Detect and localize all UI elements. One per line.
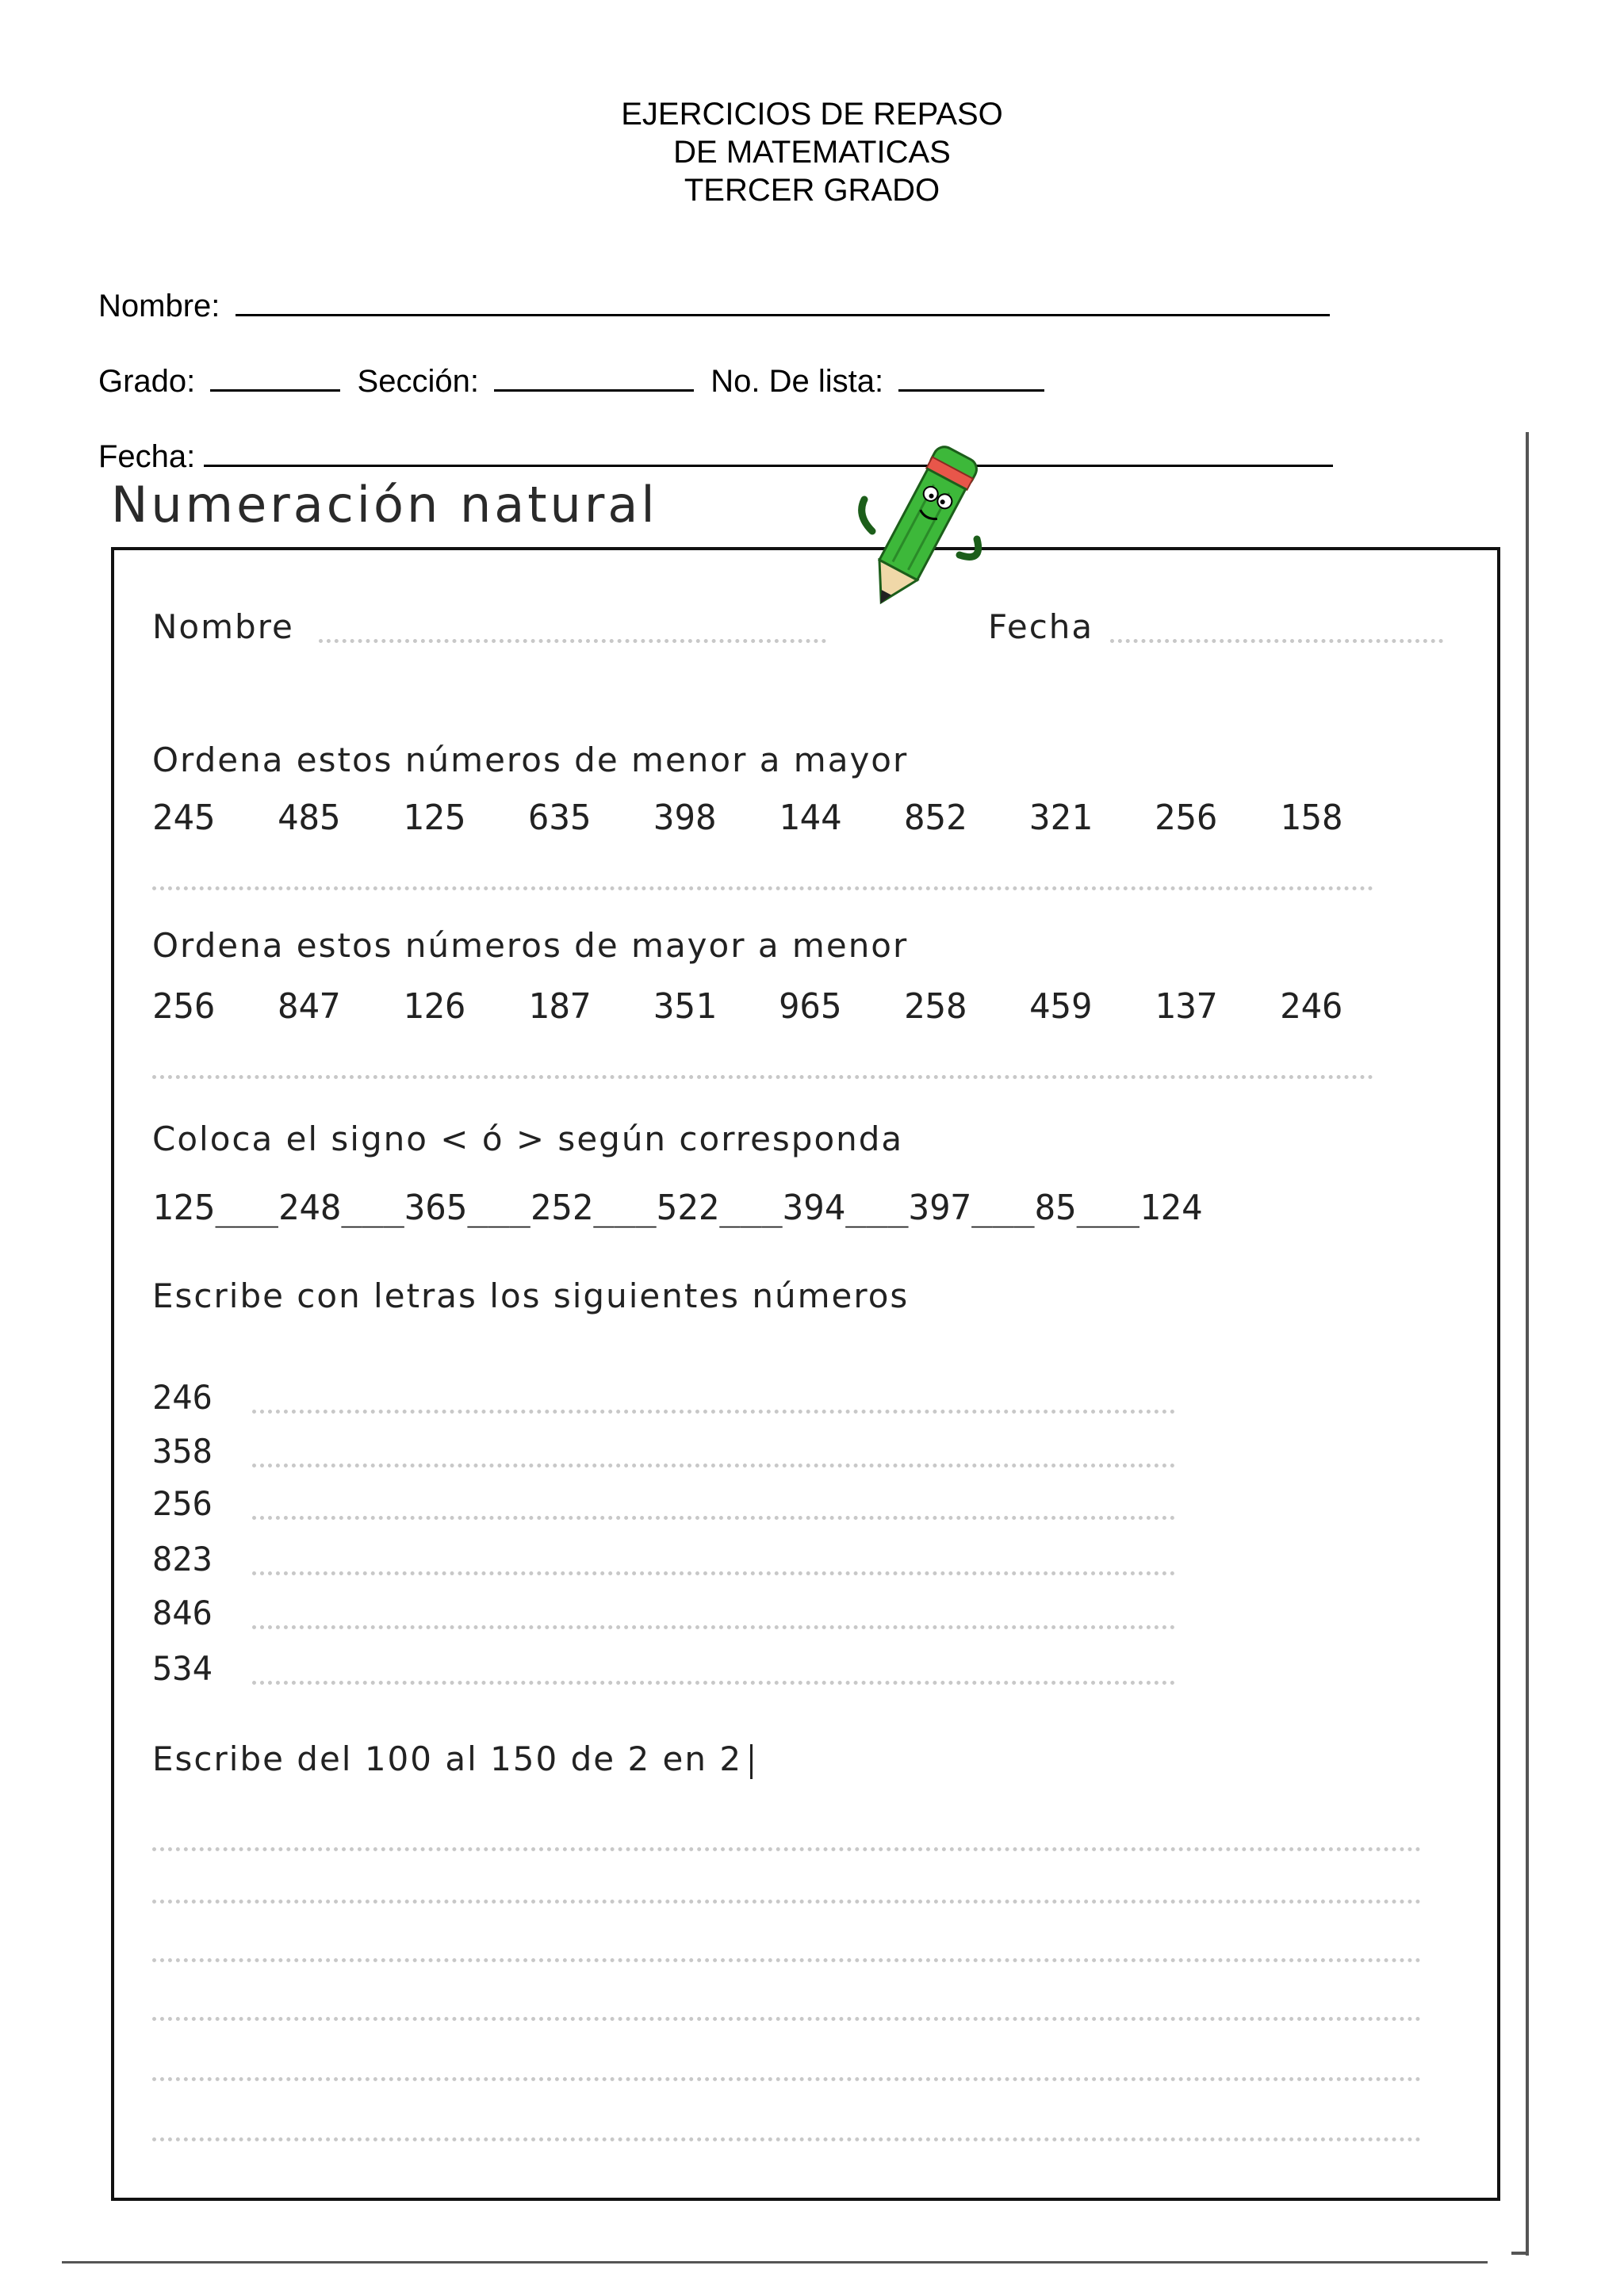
ex5-instruction-text: Escribe del 100 al 150 de 2 en 2 (152, 1739, 743, 1778)
fecha-field (98, 438, 1333, 475)
header-line-1: EJERCICIOS DE REPASO (621, 97, 1003, 132)
ex2-number: 351 (653, 986, 717, 1027)
right-margin-tick (1511, 2252, 1529, 2255)
text-cursor (750, 1744, 753, 1779)
ex2-answer-line[interactable] (152, 1075, 1373, 1079)
ex1-number: 852 (904, 798, 967, 838)
lista-line[interactable] (898, 362, 1044, 392)
ex4-number: 358 (152, 1432, 213, 1471)
ex1-number: 635 (528, 798, 592, 838)
ex1-number: 485 (278, 798, 341, 838)
ex4-answer-line[interactable] (252, 1571, 1175, 1575)
fecha-label: Fecha: (98, 439, 196, 474)
seccion-label: Sección: (357, 364, 479, 399)
nombre-line[interactable] (236, 287, 1330, 316)
nombre-label: Nombre: (98, 289, 220, 323)
ex2-number: 965 (779, 986, 842, 1027)
ex4-answer-line[interactable] (252, 1410, 1175, 1414)
worksheet-box (111, 547, 1500, 2201)
ws-fecha-label: Fecha (988, 607, 1094, 646)
ex2-number: 847 (278, 986, 341, 1027)
ex1-number: 144 (779, 798, 842, 838)
ex5-answer-line[interactable] (152, 2017, 1421, 2021)
header-line-2: DE MATEMATICAS (673, 135, 951, 170)
ex2-number: 187 (528, 986, 592, 1027)
ws-nombre-label: Nombre (152, 607, 294, 646)
ws-fecha-dots[interactable] (1110, 639, 1443, 643)
ex2-number: 459 (1029, 986, 1093, 1027)
ex4-number: 823 (152, 1540, 213, 1578)
ex1-number: 321 (1029, 798, 1093, 838)
ex5-answer-line[interactable] (152, 1847, 1421, 1851)
nombre-field (98, 287, 1330, 324)
ex2-numbers (152, 986, 1405, 1027)
ex2-number: 126 (403, 986, 466, 1027)
ex1-number: 245 (152, 798, 216, 838)
ex3-sequence: 125___248___365___252___522___394___397___85___124 (152, 1188, 1203, 1228)
ex2-number: 246 (1280, 986, 1343, 1027)
ex1-number: 125 (403, 798, 466, 838)
grado-row (98, 362, 1044, 400)
ex2-number: 258 (904, 986, 967, 1027)
ex1-number: 256 (1155, 798, 1218, 838)
ex4-number: 246 (152, 1378, 213, 1417)
ex4-answer-line[interactable] (252, 1625, 1175, 1629)
page-header (0, 95, 1624, 209)
ex1-number: 398 (653, 798, 717, 838)
ws-nombre (152, 607, 294, 646)
ws-nombre-dots[interactable] (319, 639, 826, 643)
lista-label: No. De lista: (710, 364, 884, 399)
ws-fecha (988, 607, 1094, 646)
worksheet-title: Numeración natural (111, 476, 658, 534)
ex2-number: 137 (1155, 986, 1218, 1027)
ex4-answer-line[interactable] (252, 1681, 1175, 1685)
ex2-number: 256 (152, 986, 216, 1027)
ex1-numbers (152, 798, 1405, 838)
ex4-number: 534 (152, 1649, 213, 1688)
grado-line[interactable] (210, 362, 340, 392)
right-margin-rule (1526, 432, 1529, 2256)
ex4-answer-line[interactable] (252, 1464, 1175, 1468)
fecha-line[interactable] (204, 438, 1333, 467)
ex5-answer-line[interactable] (152, 2077, 1421, 2081)
pencil-mascot-icon (841, 436, 999, 626)
ex1-instruction: Ordena estos números de menor a mayor (152, 740, 909, 779)
bottom-margin-rule (62, 2261, 1488, 2263)
ex4-instruction: Escribe con letras los siguientes números (152, 1276, 910, 1315)
seccion-line[interactable] (494, 362, 694, 392)
ex5-answer-line[interactable] (152, 1958, 1421, 1962)
ex2-instruction: Ordena estos números de mayor a menor (152, 926, 909, 965)
ex1-number: 158 (1280, 798, 1343, 838)
ex4-number: 256 (152, 1484, 213, 1523)
grado-label: Grado: (98, 364, 196, 399)
ex3-instruction: Coloca el signo < ó > según corresponda (152, 1119, 904, 1158)
ex4-number: 846 (152, 1594, 213, 1632)
ex1-answer-line[interactable] (152, 886, 1373, 890)
ex5-answer-line[interactable] (152, 2137, 1421, 2141)
ex5-answer-line[interactable] (152, 1900, 1421, 1904)
ex5-instruction (152, 1739, 753, 1779)
header-line-3: TERCER GRADO (684, 173, 940, 208)
ex4-answer-line[interactable] (252, 1516, 1175, 1520)
